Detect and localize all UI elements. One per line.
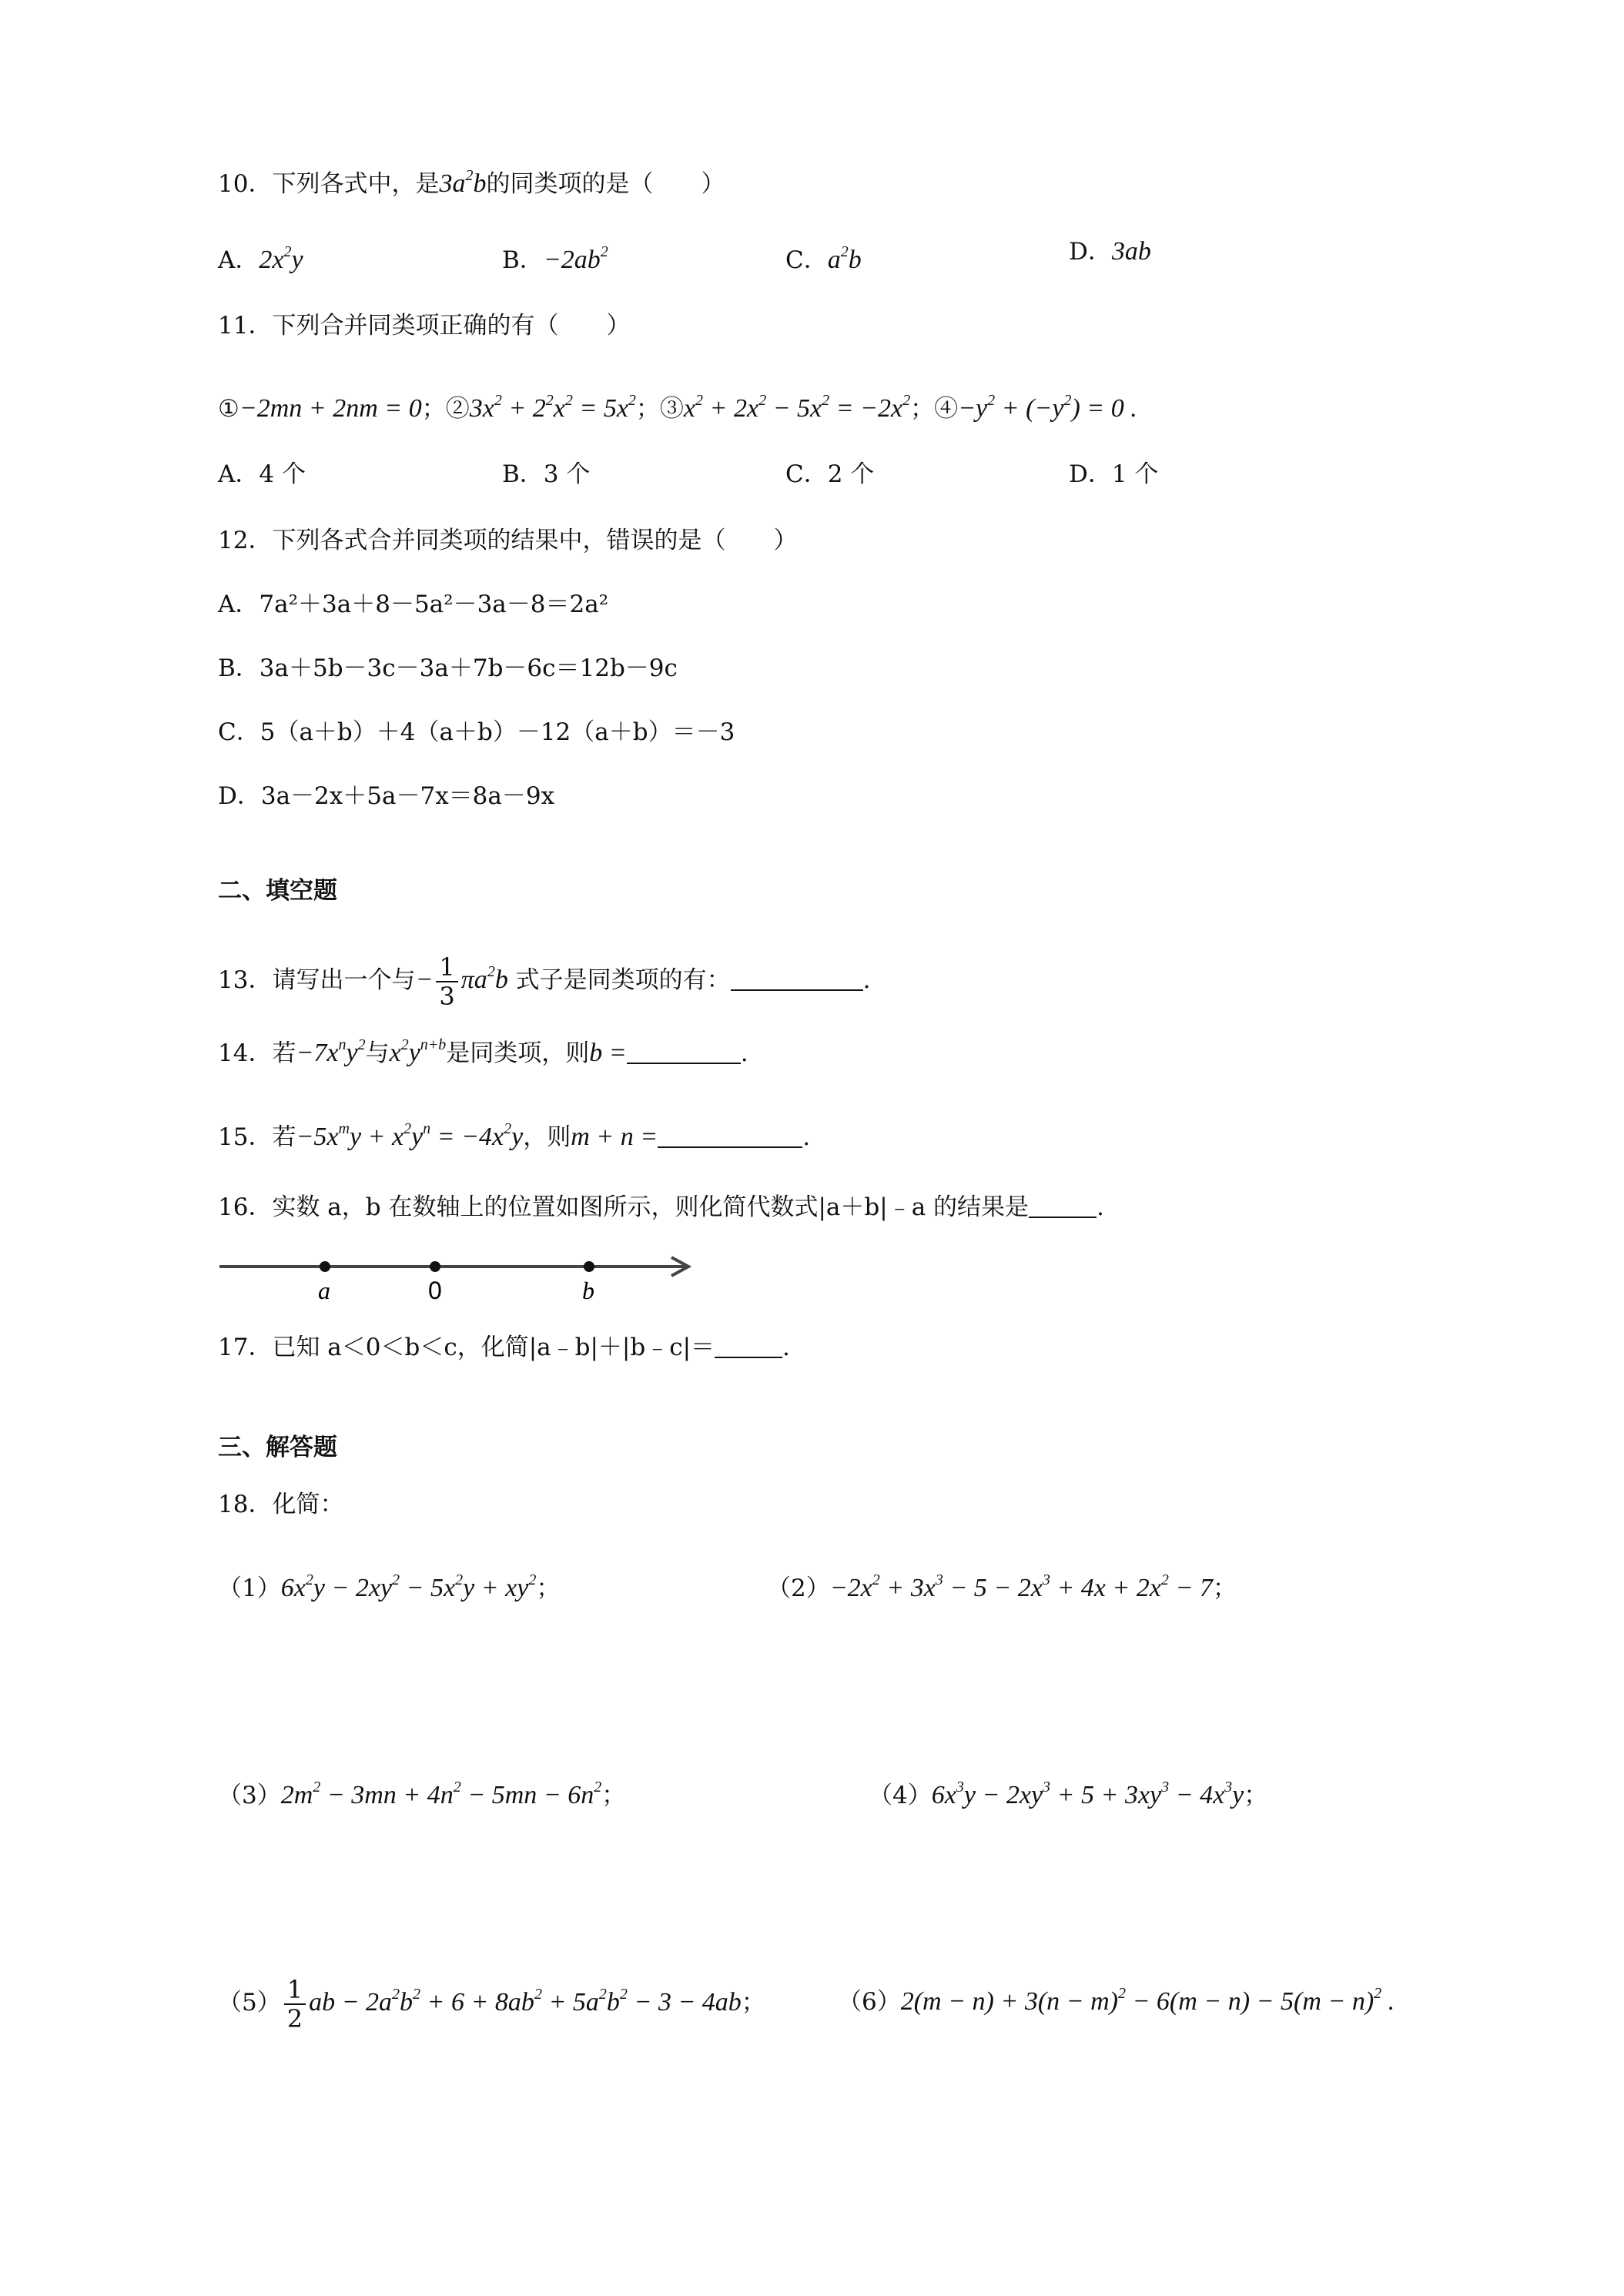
q10-option-a: A．$2x^2y$: [218, 243, 303, 274]
point-b: [584, 1261, 594, 1272]
q18-part-4: $(4)6x^3y - 2xy^3 + 5 + 3xy^3 - 4x^3y$；: [869, 1779, 1268, 1809]
q10-option-d: D．3ab: [1069, 237, 1151, 266]
point-zero: [430, 1261, 440, 1272]
q13-answer-blank: [731, 966, 863, 991]
section-fill-in-title: 二、填空题: [218, 877, 337, 905]
q15-answer-blank: [658, 1123, 802, 1148]
q14-answer-blank: [627, 1039, 741, 1064]
number-line-figure: [216, 1243, 708, 1305]
question-13: 13．请写出一个与− $\frac{1}{3}$ $\pi a^2b$ 式子是同类项的有： .: [218, 952, 871, 1011]
q18-part-1: $(1)6x^2y - 2xy^2 - 5x^2y + xy^2$；: [218, 1571, 561, 1602]
question-10-stem: 10．下列各式中，是$3a^2b$的同类项的是（ ）: [218, 167, 725, 198]
q12-option-b: B．3a＋5b－3c－3a＋7b－6c＝12b－9c: [218, 654, 678, 682]
point-a: [320, 1261, 330, 1272]
q18-part-3: $(3)2m^2 - 3mn + 4n^2 - 5mn - 6n^2$；: [218, 1779, 626, 1809]
question-17: 17．已知 a＜0＜b＜c，化简|a﹣b|＋|b﹣c|＝ .: [218, 1334, 790, 1361]
question-16: 16．实数 a，b 在数轴上的位置如图所示，则化简代数式|a＋b|﹣a 的结果是 .: [218, 1193, 1104, 1221]
q11-option-a: A．4 个: [218, 460, 306, 488]
q18-part-5: （5） $\frac{1}{2}$ ab − $2a^2b^2 + 6 + 8ab^2 + 5a^2b^2 - 3 - 4ab$；: [218, 1974, 765, 2033]
q10-expression: $3a^2b$: [439, 167, 487, 198]
question-12-stem: 12．下列各式合并同类项的结果中，错误的是（ ）: [218, 527, 798, 554]
label-zero: 0: [428, 1277, 442, 1304]
question-15: 15．若$-5x^my + x^2y^n = -4x^2y$，则m + n = .: [218, 1120, 811, 1151]
q16-answer-blank: [1029, 1193, 1097, 1218]
question-14: 14．若$-7x^ny^2$与$x^2y^{n+b}$是同类项，则b = .: [218, 1036, 748, 1067]
q11-statements: ①−2mn + 2nm = 0；$②3x^2 + 2^2x^2 = 5x^2$；$③x^2 + 2x^2 - 5x^2 = -2x^2$；$④-y^2 + (-y^2) = 0$ .: [218, 392, 1137, 423]
question-11-stem: 11．下列合并同类项正确的有（ ）: [218, 312, 631, 340]
q12-option-c: C．5（a＋b）＋4（a＋b）－12（a＋b）＝－3: [218, 718, 735, 746]
q11-option-d: D．1 个: [1069, 460, 1159, 488]
q17-answer-blank: [715, 1334, 782, 1358]
section-answer-title: 三、解答题: [218, 1434, 337, 1461]
label-a: a: [318, 1277, 330, 1304]
q13-fraction: $\frac{1}{3}$: [436, 953, 457, 1010]
q11-option-c: C．2 个: [785, 460, 875, 488]
q12-option-d: D．3a－2x＋5a－7x＝8a－9x: [218, 782, 555, 810]
q18-part-5-fraction: $\frac{1}{2}$: [284, 1976, 306, 2033]
question-18-stem: 18．化简：: [218, 1491, 344, 1518]
q11-option-b: B．3 个: [502, 460, 591, 488]
label-b: b: [582, 1277, 594, 1304]
q10-option-c: C．$a^2b$: [785, 243, 862, 274]
q18-part-2: $(2)-2x^2 + 3x^3 - 5 - 2x^3 + 4x + 2x^2 - 7$；: [767, 1571, 1237, 1602]
q12-option-a: A．7a²＋3a＋8－5a²－3a－8＝2a²: [218, 591, 609, 618]
q18-part-6: $(6)2(m - n) + 3(n - m)^2 - 6(m - n) - 5(m - n)^2$ .: [838, 1985, 1395, 2016]
q10-option-b: B．$-2ab^2$: [502, 243, 608, 274]
